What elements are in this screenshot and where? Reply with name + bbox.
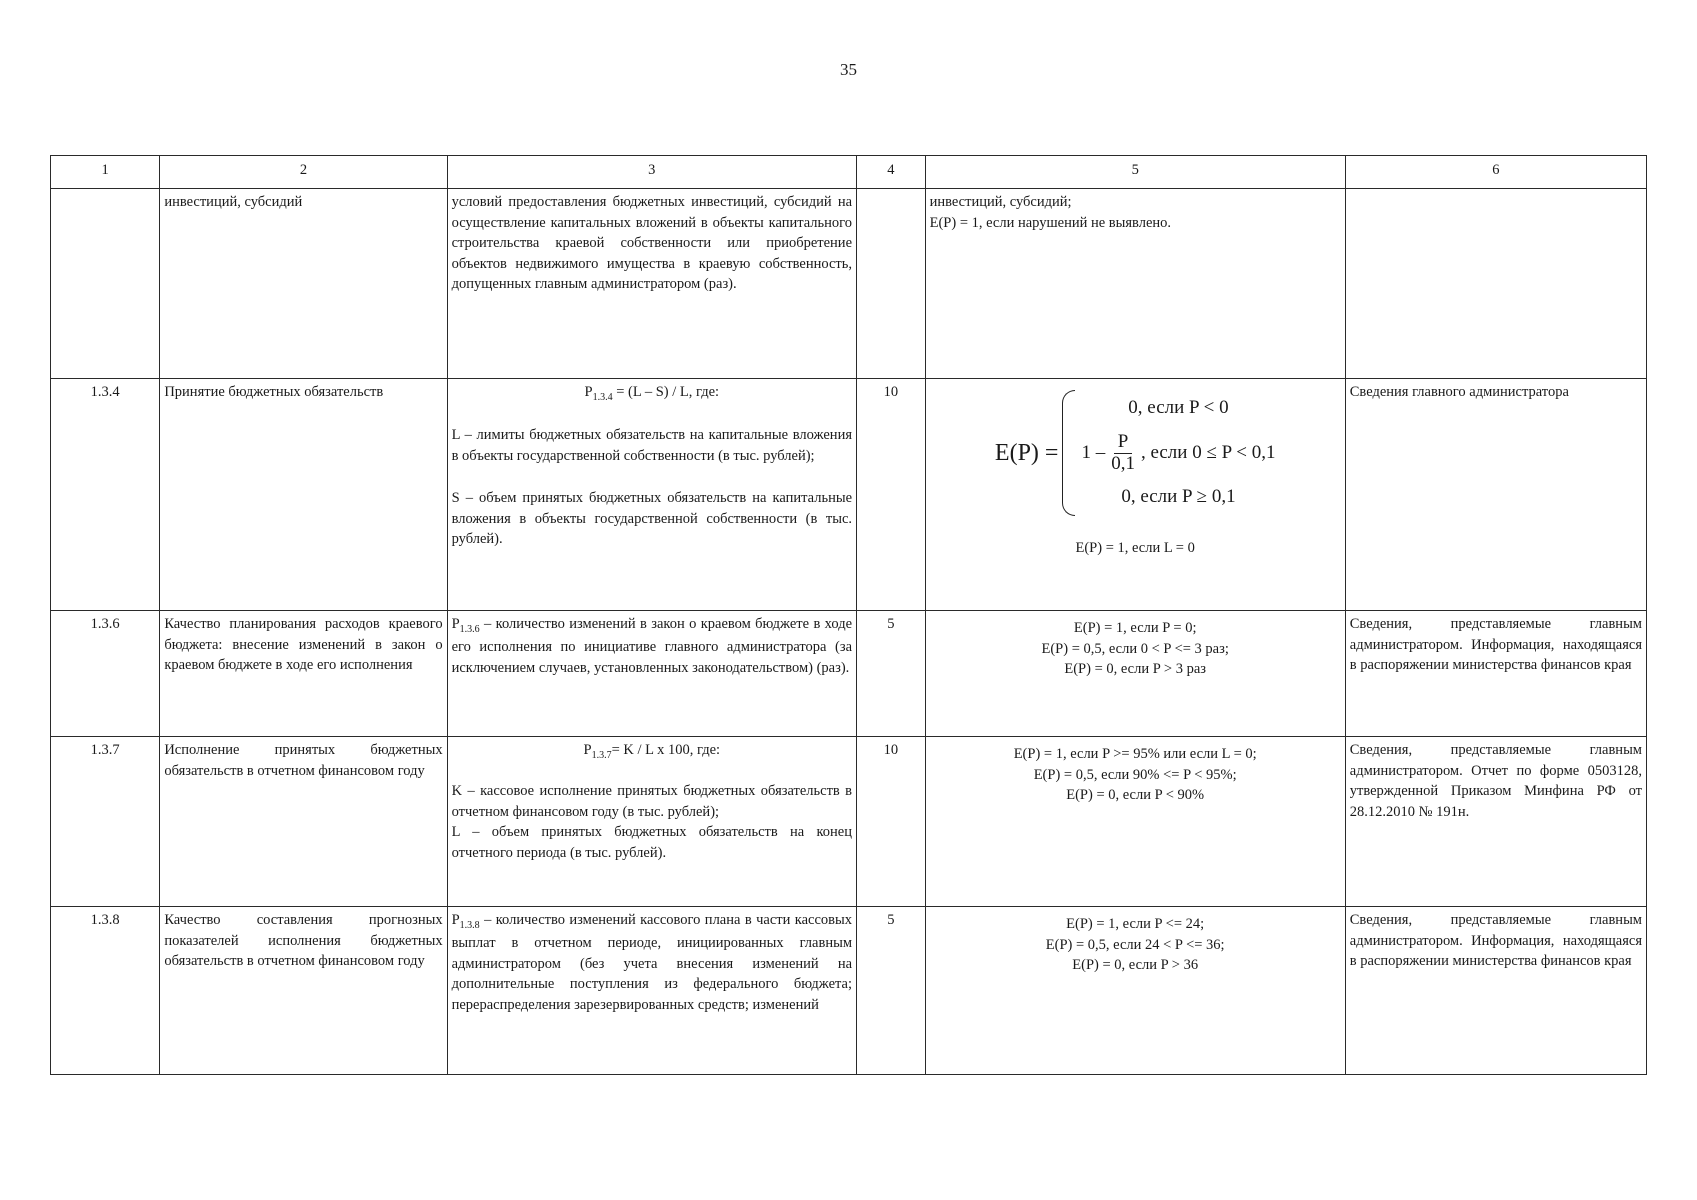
formula-text: $P_{1.3.8}$ – количество изменений кассового плана в части кассовых выплат в отчетном периоде, инициированных главным администратором (без учета внесения изменений на дополнительные поступления из федерального бюджета; перераспределения зарезервированных средств; изменений <box>451 912 853 1013</box>
indicator-id: 1.3.8 <box>51 907 160 1075</box>
piecewise-lhs: E(P) = <box>994 439 1059 466</box>
indicator-evaluation <box>925 611 1345 737</box>
indicator-source: Сведения главного администратора <box>1345 379 1646 611</box>
indicator-source: Сведения, представляемые главным администратором. Отчет по форме 0503128, утвержденной Приказом Минфина РФ от 28.12.2010 № 191н. <box>1345 737 1646 907</box>
header-row <box>51 156 1647 189</box>
indicator-id <box>51 189 160 379</box>
indicator-formula <box>447 611 856 737</box>
table-row <box>51 737 1647 907</box>
indicator-name: Исполнение принятых бюджетных обязательств в отчетном финансовом году <box>160 737 447 907</box>
evaluation-line: E(P) = 0, если P < 90% <box>1066 787 1205 804</box>
piecewise-note: E(P) = 1, если L = 0 <box>1075 540 1195 556</box>
indicator-name: Качество составления прогнозных показателей исполнения бюджетных обязательств в отчетном финансовом году <box>160 907 447 1075</box>
fraction: $\frac{P}{0,1}$ <box>1111 430 1135 474</box>
piecewise-case-3: 0, если P ≥ 0,1 <box>1121 486 1236 508</box>
evaluation-line: E(P) = 1, если нарушений не выявлено. <box>929 214 1172 231</box>
piecewise-case-1: 0, если P < 0 <box>1128 396 1229 418</box>
indicator-evaluation <box>925 907 1345 1075</box>
formula-text: условий предоставления бюджетных инвестиций, субсидий на осуществление капитальных вложений в объекты капитального строительства краевой собственности или приобретение объектов недвижимого имущества в краевую собственность, допущенных главным администратором (раз). <box>451 194 853 293</box>
formula-variable-k: K – кассовое исполнение принятых бюджетных обязательств в отчетном финансовом году (в тыс. рублей); <box>451 783 853 820</box>
indicator-weight: 10 <box>857 379 926 611</box>
indicator-weight: 5 <box>857 907 926 1075</box>
evaluation-line: E(P) = 1, если P >= 95% или если L = 0; <box>1013 746 1257 762</box>
indicator-evaluation <box>925 737 1345 907</box>
piecewise-case-2: 1 – $\frac{P}{0,1}$ , если 0 ≤ P < 0,1 <box>1081 430 1276 474</box>
header-col-4: 4 <box>857 156 926 189</box>
formula-title: $P_{1.3.7}= K / L$ x 100, где: <box>583 742 721 761</box>
table-row <box>51 907 1647 1075</box>
evaluation-line: E(P) = 1, если P = 0; <box>1073 620 1197 636</box>
table-row <box>51 379 1647 611</box>
indicator-weight <box>857 189 926 379</box>
header-col-6: 6 <box>1345 156 1646 189</box>
evaluation-line: E(P) = 0,5, если 0 < P <= 3 раз; <box>1041 640 1229 657</box>
indicator-formula <box>447 189 856 379</box>
indicator-weight: 5 <box>857 611 926 737</box>
table-row <box>51 611 1647 737</box>
evaluation-line: инвестиций, субсидий; <box>929 194 1072 210</box>
evaluation-line: E(P) = 1, если P <= 24; <box>1066 916 1205 932</box>
left-brace-icon <box>1062 390 1075 516</box>
indicator-name: Качество планирования расходов краевого бюджета: внесение изменений в закон о краевом бюджете в ходе его исполнения <box>160 611 447 737</box>
indicator-formula <box>447 379 856 611</box>
header-col-5: 5 <box>925 156 1345 189</box>
indicator-weight: 10 <box>857 737 926 907</box>
indicator-name: инвестиций, субсидий <box>160 189 447 379</box>
formula-title: $P_{1.3.4} = (L - S) / L$, где: <box>584 384 720 403</box>
indicator-source: Сведения, представляемые главным администратором. Информация, находящаяся в распоряжении министерства финансов края <box>1345 907 1646 1075</box>
header-col-3: 3 <box>447 156 856 189</box>
formula-text: $P_{1.3.6}$ – количество изменений в закон о краевом бюджете в ходе его исполнения по инициативе главного администратора (за исключением случаев, установленных законодательством) (раз). <box>451 616 853 676</box>
indicator-source: Сведения, представляемые главным администратором. Информация, находящаяся в распоряжении министерства финансов края <box>1345 611 1646 737</box>
piecewise-formula <box>930 390 1341 516</box>
indicator-formula <box>447 907 856 1075</box>
formula-variable-l: L – лимиты бюджетных обязательств на капитальные вложения в объекты государственной собственности (в тыс. рублей); <box>451 427 853 464</box>
indicator-id: 1.3.7 <box>51 737 160 907</box>
formula-variable-l: L – объем принятых бюджетных обязательств на конец отчетного периода (в тыс. рублей). <box>451 824 853 861</box>
header-col-2: 2 <box>160 156 447 189</box>
indicator-id: 1.3.4 <box>51 379 160 611</box>
evaluation-line: E(P) = 0,5, если 90% <= P < 95%; <box>1033 766 1237 783</box>
evaluation-line: E(P) = 0, если P > 36 <box>1072 957 1199 974</box>
indicator-id: 1.3.6 <box>51 611 160 737</box>
evaluation-line: E(P) = 0,5, если 24 < P <= 36; <box>1045 936 1225 953</box>
formula-variable-s: S – объем принятых бюджетных обязательств на капитальные вложения в объекты государственной собственности (в тыс. рублей). <box>451 490 853 548</box>
evaluation-line: E(P) = 0, если P > 3 раз <box>1064 661 1206 678</box>
indicator-evaluation <box>925 189 1345 379</box>
indicators-table <box>50 155 1647 1075</box>
indicator-evaluation <box>925 379 1345 611</box>
table-row <box>51 189 1647 379</box>
header-col-1: 1 <box>51 156 160 189</box>
indicator-name: Принятие бюджетных обязательств <box>160 379 447 611</box>
page-number: 35 <box>840 60 857 79</box>
indicator-formula <box>447 737 856 907</box>
piecewise-cases <box>1081 395 1275 512</box>
indicator-source <box>1345 189 1646 379</box>
